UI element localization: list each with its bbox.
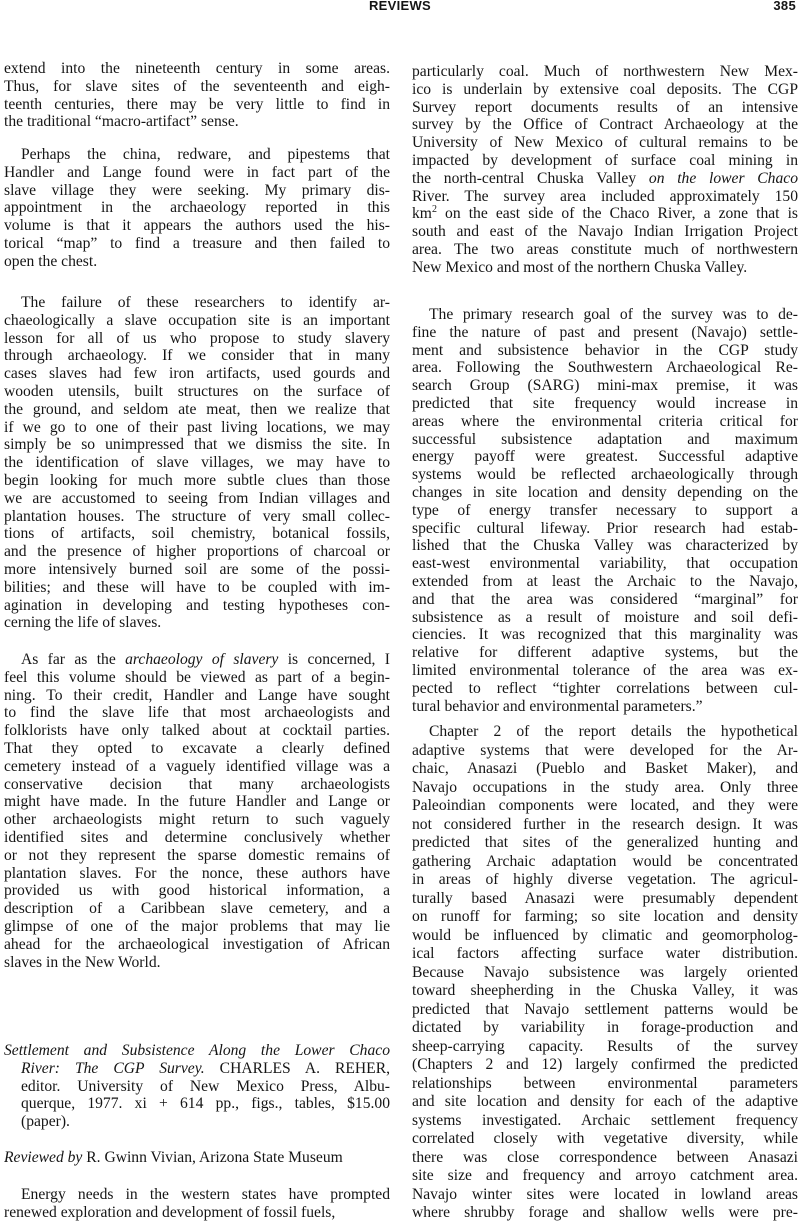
italic-text: on the lower Chaco: [648, 169, 798, 187]
text-line: extended from at least the Archaic to the Navajo,: [412, 572, 798, 590]
text-line: and that the area was considered “marginal” for: [412, 590, 798, 608]
text-line: the traditional “macro-artifact” sense.: [4, 113, 239, 131]
text-line: Handler and Lange found were in fact part of the: [4, 163, 390, 181]
text-line: area. Following the Southwestern Archaeological Re-: [412, 359, 798, 377]
text-run: is concerned, I: [278, 651, 390, 668]
text-line: bilities; and these will have to be coupled with im-: [4, 578, 390, 596]
paragraph: [4, 1186, 390, 1222]
paragraph: [412, 723, 798, 1223]
text-run: km: [412, 205, 432, 223]
text-line: New Mexico and most of the northern Chuska Valley.: [412, 258, 748, 276]
text-line: folklorists have only talked about at cocktail parties.: [4, 722, 390, 740]
text-line: River. The survey area included approximately 150: [412, 187, 798, 205]
text-line: systems investigated. Archaic settlement frequency: [412, 1111, 798, 1129]
italic-text: Reviewed by: [4, 1149, 83, 1166]
text-line: renewed exploration and development of fossil fuels,: [4, 1203, 336, 1221]
text-line: (paper).: [21, 1113, 70, 1131]
text-line: Chapter 2 of the report details the hypothetical: [429, 723, 798, 740]
text-line: simply be so unimpressed that we dismiss the site. In: [4, 436, 390, 454]
text-line: turally based Anasazi were presumably dependent: [412, 889, 798, 907]
text-line: The failure of these researchers to identify ar-: [21, 294, 390, 311]
text-line: plantation houses. The structure of very small collec-: [4, 507, 390, 525]
text-line: [4, 1060, 390, 1078]
text-line: and site location and density for each of the adaptive: [412, 1093, 798, 1110]
text-line: changes in site location and density depending on the: [412, 483, 798, 501]
paragraph: [412, 63, 798, 277]
text-run: CHARLES A. REHER,: [204, 1059, 390, 1077]
text-line: plantation slaves. For the nonce, these authors have: [4, 864, 390, 882]
text-line: search Group (SARG) mini-max premise, it was: [412, 377, 798, 395]
text-line: Paleoindian components were located, and they were: [412, 797, 798, 814]
running-head: REVIEWS: [368, 0, 432, 13]
text-line: dictated by variability in forage-production and: [412, 1019, 798, 1036]
text-line: not considered further in the research design. It was: [412, 815, 798, 833]
superscript: 2: [431, 205, 437, 216]
text-line: successful subsistence adaptation and maximum: [412, 430, 798, 448]
text-line: fine the nature of past and present (Navajo) settle-: [412, 323, 798, 341]
text-run: As far as the: [21, 651, 126, 668]
text-line: adaptive systems that were developed for the Ar-: [412, 741, 798, 759]
text-line: cerning the life of slaves.: [4, 614, 162, 632]
text-line: if we go to one of their past living locations, we may: [4, 418, 390, 436]
text-line: torical “map” to find a treasure and then failed to: [4, 234, 390, 252]
text-line: That they opted to excavate a clearly defined: [4, 739, 390, 757]
text-line: sheep-carrying capacity. Results of the survey: [412, 1037, 798, 1055]
text-line: ico is underlain by extensive coal deposits. The CGP: [412, 80, 798, 98]
text-line: areas where the environmental criteria critical for: [412, 412, 798, 430]
italic-text: River: The CGP Survey.: [21, 1059, 205, 1077]
text-line: extend into the nineteenth century in some areas.: [4, 60, 390, 77]
text-line: relationships between environmental parameters: [412, 1074, 798, 1092]
text-line: slave village they were seeking. My primary dis-: [4, 181, 390, 199]
text-line: ical factors affecting surface water distribution.: [412, 945, 798, 962]
text-line: Survey report documents results of an intensive: [412, 98, 798, 116]
text-line: would be influenced by climatic and geomorpholog-: [412, 926, 798, 944]
text-line: chaic, Anasazi (Pueblo and Basket Maker), and: [412, 760, 798, 777]
text-line: systems would be reflected archaeologically through: [412, 466, 798, 484]
paragraph: [4, 651, 390, 971]
paragraph: [4, 60, 390, 131]
text-line: through archaeology. If we consider that in many: [4, 347, 390, 365]
text-line: to find the slave life that most archaeologists and: [4, 704, 390, 722]
book-citation: [4, 1042, 390, 1131]
text-line: predicted that site frequency would increase in: [412, 394, 798, 412]
text-line: impacted by development of surface coal mining in: [412, 151, 798, 169]
text-line: volume is that it appears the authors used the his-: [4, 217, 390, 235]
text-line: Perhaps the china, redware, and pipestems that: [21, 146, 390, 163]
text-line: relative for different adaptive systems, but the: [412, 644, 798, 662]
text-line: [4, 651, 390, 669]
text-line: tural behavior and environmental parameters.”: [412, 697, 703, 715]
text-run: R. Gwinn Vivian, Arizona State Museum: [82, 1149, 343, 1166]
text-run: on the east side of the Chaco River, a zone that is: [436, 205, 798, 223]
text-line: cemetery instead of a vaguely identified village was a: [4, 757, 390, 775]
text-line: feel this volume should be viewed as part of a begin-: [4, 668, 390, 686]
text-line: other archaeologists might return to such vaguely: [4, 811, 390, 829]
text-line: ahead for the archaeological investigation of African: [4, 935, 390, 953]
text-line: type of energy transfer necessary to support a: [412, 501, 798, 519]
text-line: Energy needs in the western states have prompted: [21, 1186, 390, 1203]
text-line: teenth centuries, there may be very little to find in: [4, 95, 390, 113]
text-line: energy payoff were greatest. Successful adaptive: [412, 448, 798, 466]
text-line: begin looking for much more subtle clues than those: [4, 471, 390, 489]
text-line: Thus, for slave sites of the seventeenth and eigh-: [4, 77, 390, 95]
text-line: wooden utensils, built structures on the surface of: [4, 382, 390, 400]
text-line: agination in developing and testing hypotheses con-: [4, 596, 390, 614]
text-line: correlated closely with vegetative diversity, while: [412, 1130, 798, 1147]
text-line: The primary research goal of the survey was to de-: [429, 306, 798, 323]
paragraph: [4, 146, 390, 271]
text-line: or not they represent the sparse domestic remains of: [4, 846, 390, 864]
text-line: ciencies. It was recognized that this marginality was: [412, 626, 798, 644]
text-line: description of a Caribbean slave cemetery, and a: [4, 900, 390, 918]
text-line: and the presence of higher proportions of charcoal or: [4, 543, 390, 561]
text-line: [4, 1042, 390, 1060]
italic-text: archaeology of slavery: [125, 651, 279, 668]
text-line: University of New Mexico of cultural remains to be: [412, 134, 798, 152]
text-line: Navajo occupations in the study area. Only three: [412, 778, 798, 796]
text-line: might have made. In the future Handler and Lange or: [4, 793, 390, 811]
text-line: on runoff for farming; so site location and density: [412, 908, 798, 925]
text-line: survey by the Office of Contract Archaeology at the: [412, 116, 798, 134]
text-line: specific cultural lifeway. Prior research had estab-: [412, 519, 798, 537]
text-line: east-west environmental variability, that occupation: [412, 555, 798, 573]
text-line: pected to reflect “tighter correlations between cul-: [412, 679, 798, 697]
text-line: Navajo winter sites were located in lowland areas: [412, 1185, 798, 1203]
text-line: conservative decision that many archaeologists: [4, 775, 390, 793]
text-line: ning. To their credit, Handler and Lange have sought: [4, 686, 390, 704]
text-line: predicted that sites of the generalized hunting and: [412, 834, 798, 851]
text-line: [4, 1149, 390, 1167]
text-line: lished that the Chuska Valley was characterized by: [412, 537, 798, 555]
text-line: in areas of highly diverse vegetation. The agricul-: [412, 871, 798, 888]
text-line: site size and frequency and arroyo catchment area.: [412, 1167, 798, 1184]
text-line: cases slaves had few iron artifacts, used gourds and: [4, 365, 390, 383]
text-line: gathering Archaic adaptation would be concentrated: [412, 852, 798, 870]
text-line: (Chapters 2 and 12) largely confirmed the predicted: [412, 1056, 798, 1073]
reviewer-line: [4, 1149, 390, 1167]
text-line: area. The two areas constitute much of northwestern: [412, 240, 798, 258]
text-line: the ground, and seldom ate meat, then we realize that: [4, 400, 390, 418]
text-line: Because Navajo subsistence was largely oriented: [412, 963, 798, 981]
text-line: south and east of the Navajo Indian Irrigation Project: [412, 223, 798, 241]
text-line: provided us with good historical information, a: [4, 882, 390, 900]
text-line: predicted that Navajo settlement patterns would be: [412, 1000, 798, 1018]
text-line: subsistence as a result of moisture and soil defi-: [412, 608, 798, 626]
page-number: 385: [773, 0, 796, 13]
text-line: particularly coal. Much of northwestern New Mex-: [412, 63, 798, 80]
text-line: limited environmental tolerance of the area was ex-: [412, 661, 798, 679]
text-line: [412, 205, 798, 223]
text-line: chaeologically a slave occupation site is an important: [4, 311, 390, 329]
text-line: tions of artifacts, soil chemistry, botanical fossils,: [4, 525, 390, 543]
text-line: editor. University of New Mexico Press, Albu-: [21, 1077, 390, 1095]
text-line: glimpse of one of the major problems that may lie: [4, 917, 390, 935]
text-line: more intensively burned soil are some of the possi-: [4, 560, 390, 578]
text-line: slaves in the New World.: [4, 953, 161, 971]
text-line: we are accustomed to seeing from Indian villages and: [4, 489, 390, 507]
text-line: there was close correspondence between Anasazi: [412, 1148, 798, 1166]
paragraph: [412, 306, 798, 715]
text-line: querque, 1977. xi + 614 pp., figs., tables, $15.00: [21, 1095, 390, 1113]
text-line: identified sites and determine conclusively whether: [4, 828, 390, 846]
text-line: ment and subsistence behavior in the CGP study: [412, 341, 798, 359]
text-line: lesson for all of us who propose to study slavery: [4, 329, 390, 347]
text-line: [412, 170, 798, 188]
text-line: toward sheepherding in the Chuska Valley, it was: [412, 982, 798, 999]
paragraph: [4, 294, 390, 632]
italic-text: Settlement and Subsistence Along the Lower Chaco: [4, 1042, 390, 1059]
text-line: where shrubby forage and shallow wells were pre-: [412, 1204, 798, 1221]
text-line: open the chest.: [4, 252, 98, 270]
text-line: appointment in the archaeology reported in this: [4, 199, 390, 217]
text-line: the identification of slave villages, we may have to: [4, 454, 390, 472]
text-run: the north-central Chuska Valley: [412, 169, 649, 187]
